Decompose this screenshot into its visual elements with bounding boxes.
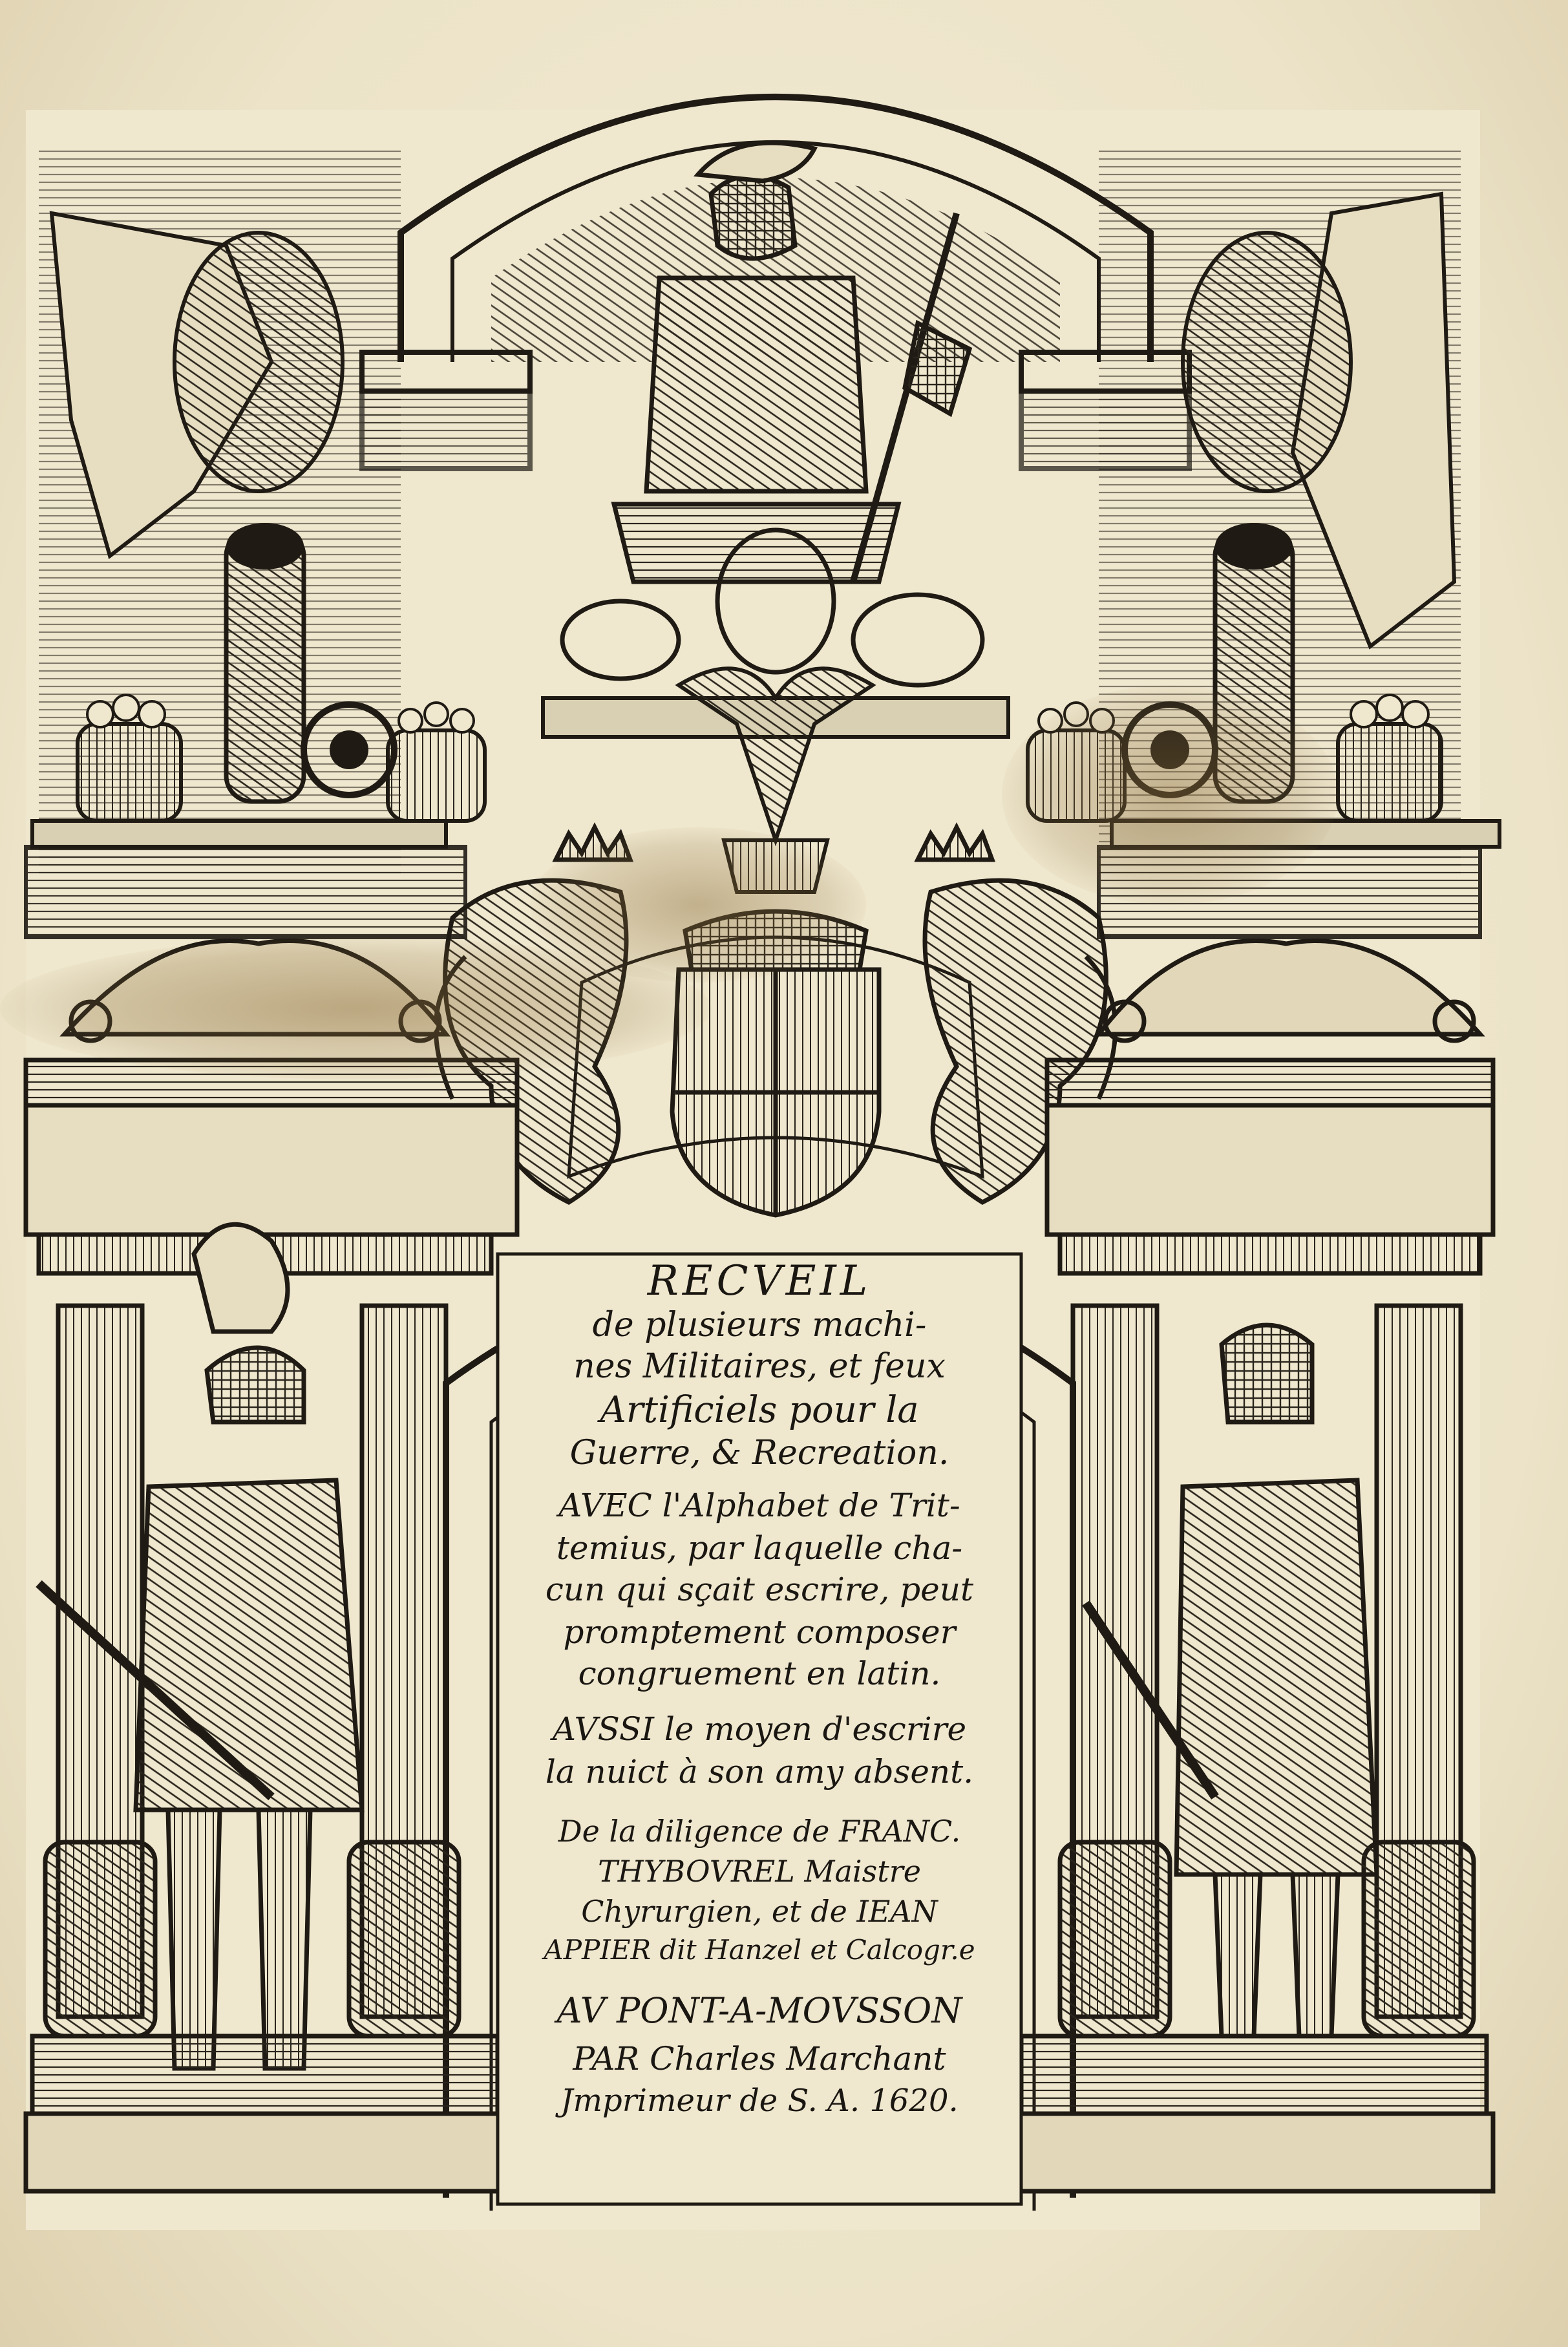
- title-line: la nuict à son amy absent.: [545, 1753, 974, 1790]
- title-line: nes Militaires, et feux: [573, 1347, 946, 1386]
- title-line: cun qui sçait escrire, peut: [545, 1571, 974, 1608]
- title-line: congruement en latin.: [578, 1655, 941, 1692]
- column-left-inner: [349, 1306, 459, 2036]
- title-text-block: [498, 1257, 1021, 2198]
- water-stain: [530, 827, 866, 982]
- title-line: promptement composer: [563, 1613, 956, 1651]
- shield-right-icon: [1183, 233, 1351, 491]
- title-line: Jmprimeur de S. A. 1620.: [560, 2083, 959, 2119]
- title-line: AVSSI le moyen d'escrire: [552, 1710, 967, 1748]
- barrel-icon: [1338, 724, 1441, 821]
- shield-left-icon: [175, 233, 343, 491]
- title-line: Artificiels pour la: [600, 1389, 919, 1431]
- title-line: Guerre, & Recreation.: [569, 1434, 949, 1472]
- scroll-console-right: [1099, 941, 1480, 1041]
- title-line: De la diligence de FRANC.: [558, 1814, 961, 1849]
- title-line: AV PONT-A-MOVSSON: [556, 1990, 962, 2031]
- title-line: Chyrurgien, et de IEAN: [581, 1894, 938, 1929]
- barrel-icon: [78, 724, 181, 821]
- title-line: APPIER dit Hanzel et Calcogr.e: [544, 1934, 975, 1966]
- title-line: RECVEIL: [647, 1257, 872, 1305]
- title-line: de plusieurs machi-: [592, 1306, 927, 1344]
- title-line: temius, par laquelle cha-: [556, 1529, 963, 1567]
- title-line: PAR Charles Marchant: [573, 2040, 946, 2077]
- title-line: THYBOVREL Maistre: [598, 1854, 921, 1889]
- column-right-outer: [1364, 1306, 1474, 2036]
- column-right-inner: [1060, 1306, 1170, 2036]
- barrel-icon: [388, 730, 485, 821]
- water-stain: [1002, 685, 1338, 905]
- title-line: AVEC l'Alphabet de Trit-: [558, 1487, 960, 1524]
